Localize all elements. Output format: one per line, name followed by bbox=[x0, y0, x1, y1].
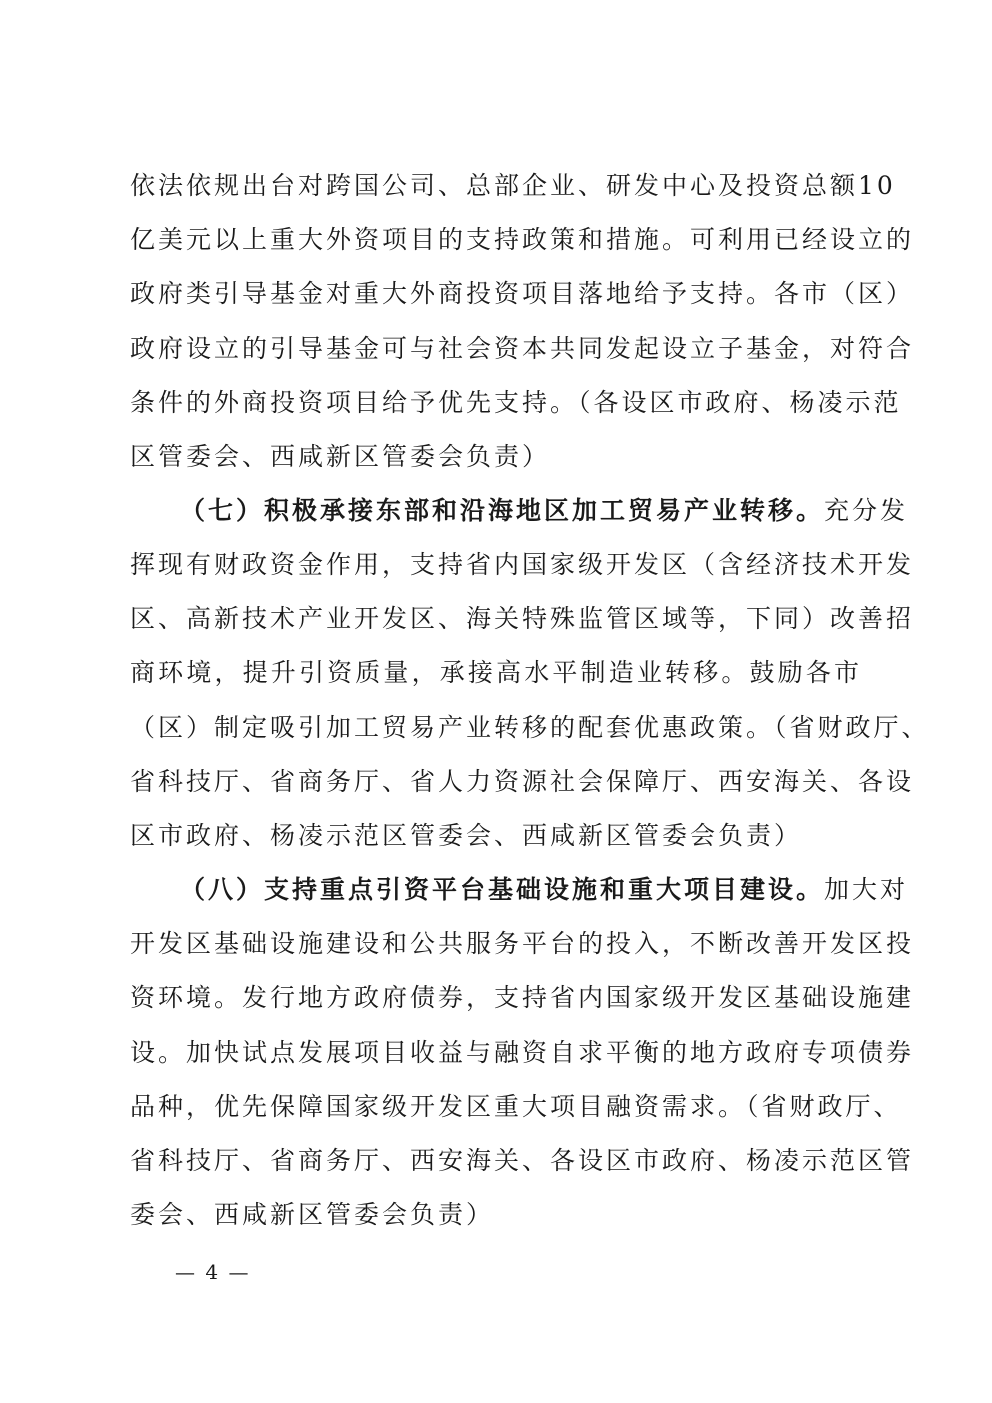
paragraph-line: 挥现有财政资金作用，支持省内国家级开发区（含经济技术开发 bbox=[130, 550, 915, 579]
paragraph-line: （区）制定吸引加工贸易产业转移的配套优惠政策。（省财政厅、 bbox=[130, 713, 930, 742]
paragraph-line: 省科技厅、省商务厅、西安海关、各设区市政府、杨凌示范区管 bbox=[130, 1146, 915, 1175]
paragraph-line: 区市政府、杨凌示范区管委会、西咸新区管委会负责） bbox=[130, 821, 803, 850]
heading-line-rest: 加大对 bbox=[824, 875, 909, 904]
paragraph-line: 政府设立的引导基金可与社会资本共同发起设立子基金，对符合 bbox=[130, 334, 915, 363]
heading-line-rest: 充分发 bbox=[824, 496, 909, 525]
paragraph-line: 开发区基础设施建设和公共服务平台的投入，不断改善开发区投 bbox=[130, 929, 915, 958]
section-heading: （七）积极承接东部和沿海地区加工贸易产业转移。 bbox=[180, 496, 825, 525]
paragraph-line: 条件的外商投资项目给予优先支持。（各设区市政府、杨凌示范 bbox=[130, 388, 902, 417]
section-heading-line bbox=[180, 491, 909, 531]
paragraph-line: 委会、西咸新区管委会负责） bbox=[130, 1200, 495, 1229]
paragraph-line: 资环境。发行地方政府债券，支持省内国家级开发区基础设施建 bbox=[130, 983, 915, 1012]
paragraph-line: 依法依规出台对跨国公司、总部企业、研发中心及投资总额10 bbox=[130, 171, 896, 200]
paragraph-line: 政府类引导基金对重大外商投资项目落地给予支持。各市（区） bbox=[130, 279, 915, 308]
paragraph-line: 区、高新技术产业开发区、海关特殊监管区域等，下同）改善招 bbox=[130, 604, 915, 633]
section-heading: （八）支持重点引资平台基础设施和重大项目建设。 bbox=[180, 875, 825, 904]
paragraph-line: 区管委会、西咸新区管委会负责） bbox=[130, 442, 551, 471]
paragraph-line: 亿美元以上重大外资项目的支持政策和措施。可利用已经设立的 bbox=[130, 225, 915, 254]
paragraph-line: 品种，优先保障国家级开发区重大项目融资需求。（省财政厅、 bbox=[130, 1092, 902, 1121]
paragraph-line: 省科技厅、省商务厅、省人力资源社会保障厅、西安海关、各设 bbox=[130, 767, 915, 796]
paragraph-line: 设。加快试点发展项目收益与融资自求平衡的地方政府专项债券 bbox=[130, 1038, 915, 1067]
page-number: — 4 — bbox=[175, 1260, 251, 1284]
section-heading-line bbox=[180, 870, 909, 910]
paragraph-line: 商环境，提升引资质量，承接高水平制造业转移。鼓励各市 bbox=[130, 658, 862, 687]
